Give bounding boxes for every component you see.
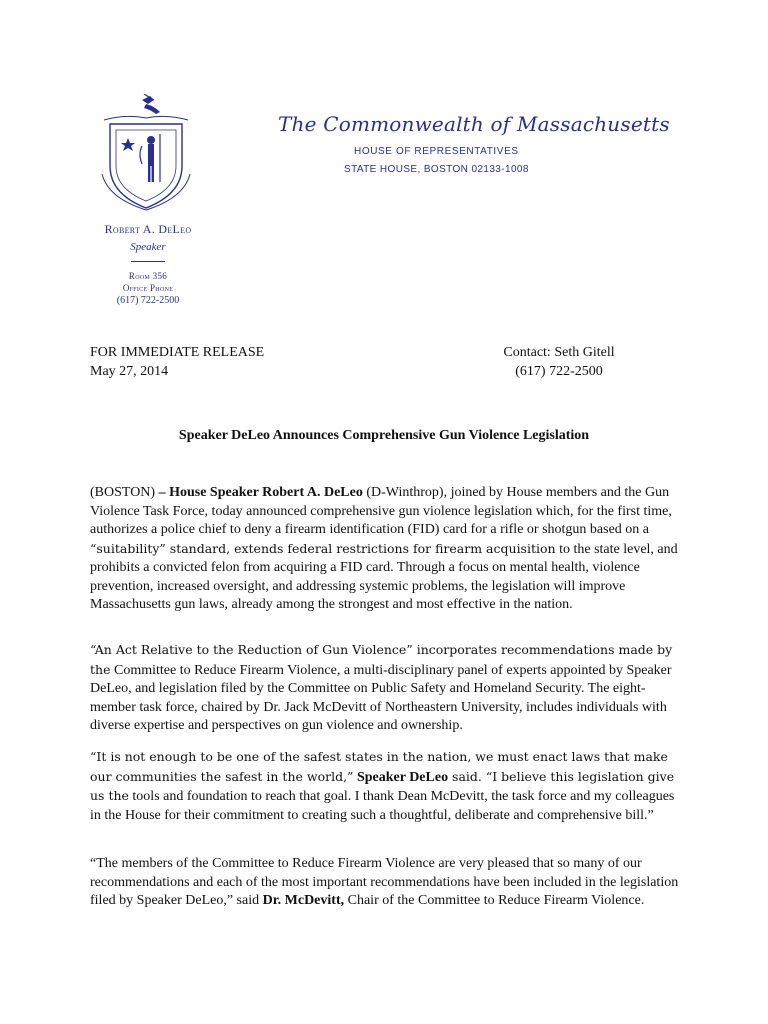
paragraph-4: [90, 855, 686, 911]
contact-name: Contact: Seth Gitell: [503, 345, 615, 360]
letterhead-house: HOUSE OF REPRESENTATIVES: [354, 146, 519, 157]
paragraph-2-text-a: Committee to Reduce Firearm Violence, a multi-disciplinary panel of experts appointed by Speaker DeLeo, and legislation filed by the Committee on Public Safety and Homeland Security. The eight-member task force, chaired by Dr. Jack McDevitt of Northeastern University, includes individuals with diverse expertise and perspectives on gun violence and ownership.: [90, 662, 672, 733]
massachusetts-seal-icon: [96, 94, 196, 212]
paragraph-4-bold: Dr. McDevitt,: [262, 893, 345, 908]
paragraph-1-text-b: to the state level, and prohibits a convicted felon from acquiring a FID card. Through a focus on mental health, violence prevention, increased oversight, and addressing systemic problems, the legislation will improve Massachusetts gun laws, already among the strongest and most effective in the nation.: [90, 541, 678, 612]
speaker-name: Robert A. DeLeo: [104, 222, 192, 236]
letterhead-address: STATE HOUSE, BOSTON 02133-1008: [344, 164, 529, 175]
paragraph-3-bold: Speaker DeLeo: [356, 769, 449, 785]
paragraph-1-alt-a: “suitability” standard, extends federal restrictions for firearm acquisition: [90, 540, 556, 556]
paragraph-3-alt-b: said. “I believe this legislation give us the: [90, 768, 675, 803]
paragraph-1-text-a: (D-Winthrop), joined by House members and the Gun Violence Task Force, today announced comprehensive gun violence legislation which, for the first time, authorizes a police chief to deny a firearm identification (FID) card for a rifle or shotgun based on a: [90, 485, 672, 537]
paragraph-4-text-a: “The members of the Committee to Reduce Firearm Violence are very pleased that so many of our recommendations and each of the most important recommendations have been included in the legislation filed by Speaker DeLeo,” said: [90, 856, 679, 908]
bold-lead: – House Speaker Robert A. DeLeo: [158, 485, 363, 500]
paragraph-2: [90, 641, 686, 736]
speaker-title: Speaker: [130, 241, 166, 253]
release-date: May 27, 2014: [90, 364, 169, 379]
headline: Speaker DeLeo Announces Comprehensive Gun Violence Legislation: [178, 428, 590, 443]
release-label: FOR IMMEDIATE RELEASE: [90, 345, 265, 360]
contact-info: [478, 343, 640, 381]
paragraph-3: [90, 748, 686, 825]
speaker-room: Room 356: [128, 271, 168, 281]
paragraph-1: [90, 484, 686, 615]
speaker-block: [90, 222, 206, 306]
letterhead-title: The Commonwealth of Massachusetts: [278, 112, 670, 136]
dateline: (BOSTON): [90, 485, 159, 500]
contact-phone: (617) 722-2500: [515, 364, 603, 379]
paragraph-2-alt-a: “An Act Relative to the Reduction of Gun Violence” incorporates recommendations made by the: [90, 642, 673, 677]
release-info: [90, 343, 264, 381]
paragraph-3-text-a: tools and foundation to reach that goal. I thank Dean McDevitt, the task force and my colleagues in the House for their commitment to creating such a thoughtful, deliberate and comprehensive bill.”: [90, 789, 675, 823]
speaker-divider: [131, 261, 165, 262]
speaker-phone: (617) 722-2500: [116, 295, 180, 306]
speaker-phone-label: Office Phone: [122, 283, 174, 293]
paragraph-3-alt-a: “It is not enough to be one of the safest states in the nation, we must enact laws that make our communities the safest in the world,”: [90, 749, 668, 784]
paragraph-4-text-b: Chair of the Committee to Reduce Firearm Violence.: [344, 893, 645, 908]
